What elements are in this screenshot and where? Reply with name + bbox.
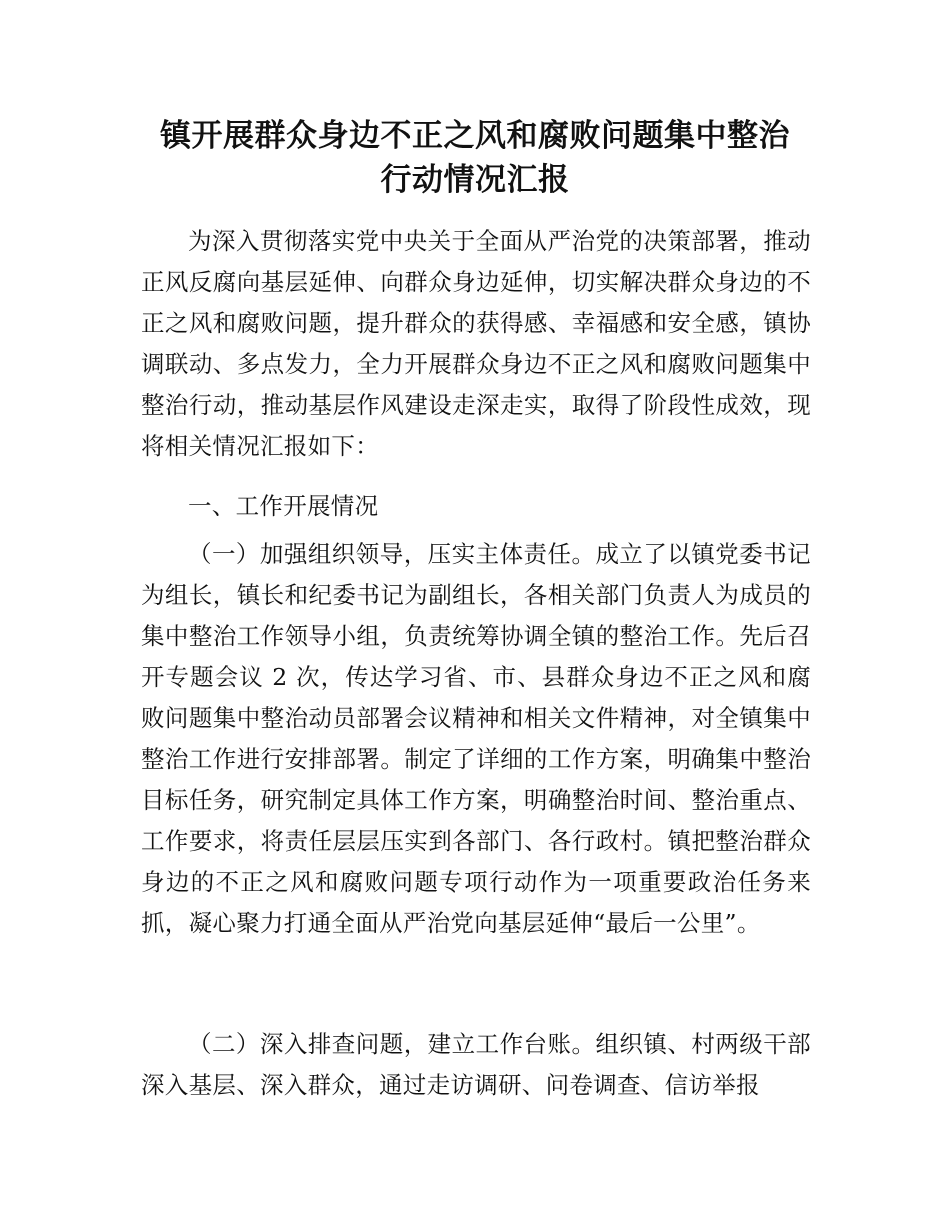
- intro-paragraph: 为深入贯彻落实党中央关于全面从严治党的决策部署，推动正风反腐向基层延伸、向群众身边延伸，切实解决群众身边的不正之风和腐败问题，提升群众的获得感、幸福感和安全感，镇协调联动、多点发力，全力开展群众身边不正之风和腐败问题集中整治行动，推动基层作风建设走深走实，取得了阶段性成效，现将相关情况汇报如下：: [141, 227, 811, 460]
- paragraph-item-2: （二）深入排查问题，建立工作台账。组织镇、村两级干部深入基层、深入群众，通过走访调研、问卷调查、信访举报: [141, 1030, 811, 1099]
- section-heading-work-progress: 一、工作开展情况: [188, 492, 379, 520]
- document-title-line-1: 镇开展群众身边不正之风和腐败问题集中整治: [160, 118, 790, 154]
- document-title-line-2: 行动情况汇报: [380, 162, 570, 198]
- paragraph-item-1: （一）加强组织领导，压实主体责任。成立了以镇党委书记为组长，镇长和纪委书记为副组长，各相关部门负责人为成员的集中整治工作领导小组，负责统筹协调全镇的整治工作。先后召开专题会议 2 次，传达学习省、市、县群众身边不正之风和腐败问题集中整治动员部署会议精神和相关文件精神，对全镇集中整治工作进行安排部署。制定了详细的工作方案，明确集中整治目标任务，研究制定具体工作方案，明确整治时间、整治重点、工作要求，将责任层层压实到各部门、各行政村。镇把整治群众身边的不正之风和腐败问题专项行动作为一项重要政治任务来抓，凝心聚力打通全面从严治党向基层延伸“最后一公里”。: [141, 540, 811, 937]
